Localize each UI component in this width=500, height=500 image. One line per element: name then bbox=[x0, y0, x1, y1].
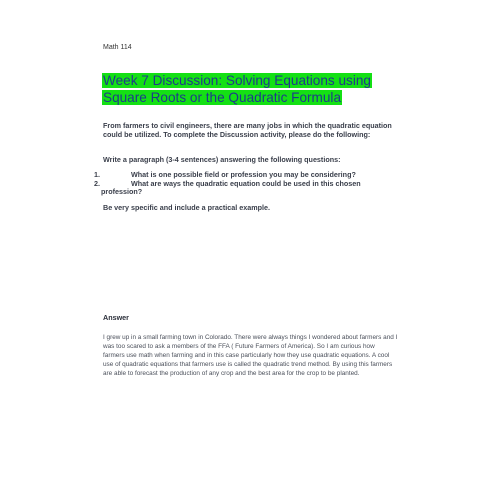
question-text: What are ways the quadratic equation could be used in this chosen bbox=[131, 178, 361, 188]
highlighted-title: Week 7 Discussion: Solving Equations using Square Roots or the Quadratic Formula bbox=[103, 73, 371, 105]
question-text-continued: profession? bbox=[101, 187, 143, 196]
question-list bbox=[94, 171, 394, 197]
page-title bbox=[102, 72, 402, 106]
intro-paragraph: From farmers to civil engineers, there are many jobs in which the quadratic equation could be utilized. To complete the Discussion activity, please do the following: bbox=[103, 121, 392, 139]
course-label: Math 114 bbox=[103, 44, 132, 51]
list-item bbox=[94, 180, 394, 197]
specific-instruction: Be very specific and include a practical example. bbox=[103, 203, 270, 212]
answer-paragraph: I grew up in a small farming town in Colorado. There were always things I wondered about farmers and I was too scared to ask a members of the FFA ( Future Farmers of America). So I am curious how farmers use math when farming and in this case particularly how they use quadratic equations. A cool use of quadratic equations that farmers use is called the quadratic trend method. By using this farmers are able to forecast the production of any crop and the best area for the crop to be planted. bbox=[103, 334, 398, 377]
answer-heading: Answer bbox=[103, 313, 129, 322]
question-number: 2. bbox=[94, 178, 100, 188]
question-text: What is one possible field or profession you may be considering? bbox=[131, 170, 356, 179]
task-instruction: Write a paragraph (3-4 sentences) answering the following questions: bbox=[103, 155, 341, 164]
question-number: 1. bbox=[94, 170, 100, 179]
